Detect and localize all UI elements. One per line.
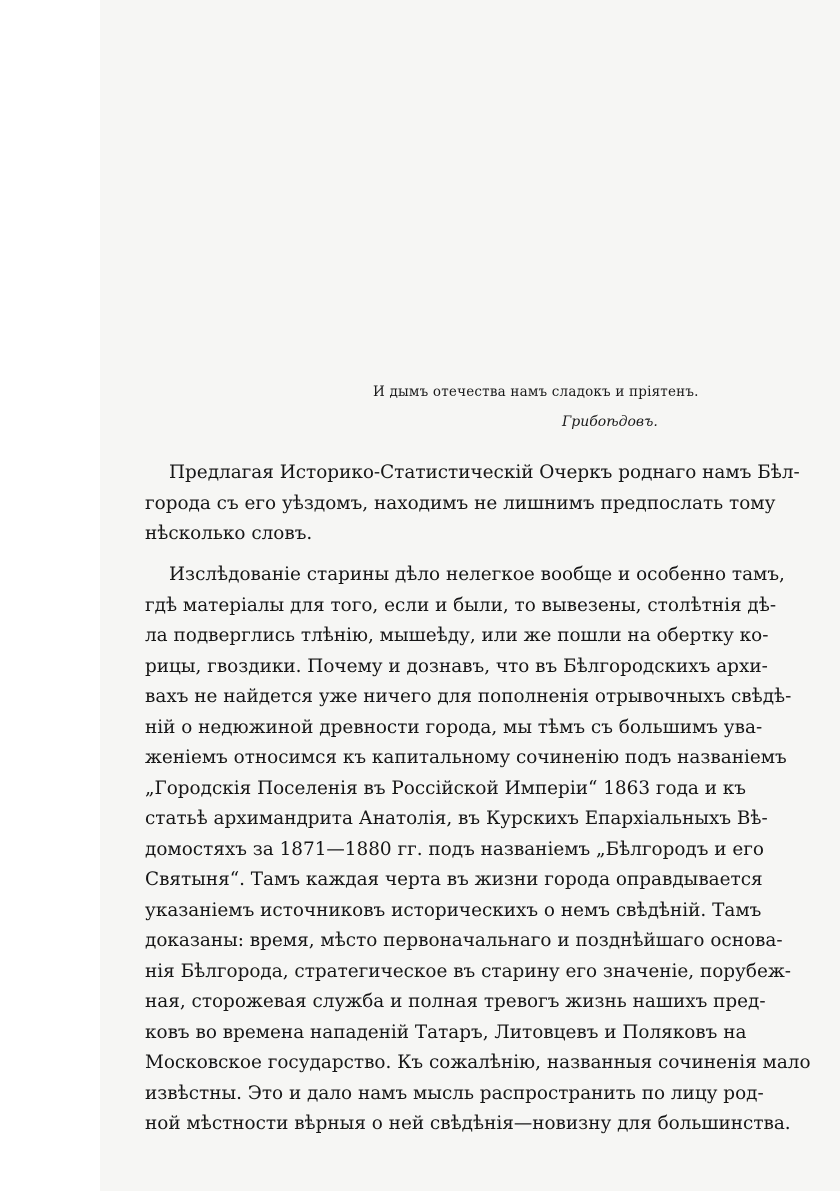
text-line: ной мѣстности вѣрныя о ней свѣдѣнія—новизну для большинства. bbox=[145, 1113, 791, 1134]
text-line: вахъ не найдется уже ничего для пополненія отрывочныхъ свѣдѣ- bbox=[145, 686, 792, 707]
text-line: нѣсколько словъ. bbox=[145, 523, 313, 544]
text-line: ла подверглись тлѣнію, мышеѣду, или же пошли на обертку ко- bbox=[145, 625, 769, 646]
text-line: ковъ во времена нападеній Татаръ, Литовцевъ и Поляковъ на bbox=[145, 1021, 747, 1043]
epigraph-author: Грибоѣдовъ. bbox=[562, 414, 658, 430]
text-line: Предлагая Историко-Статистическій Очеркъ роднаго намъ Бѣл- bbox=[169, 462, 800, 483]
text-line: нія Бѣлгорода, стратегическое въ старину его значеніе, порубеж- bbox=[145, 960, 791, 982]
text-line: „Городскія Поселенія въ Россійской Имперіи“ 1863 года и къ bbox=[145, 777, 747, 799]
paragraph-1 bbox=[145, 458, 800, 550]
text-line: рицы, гвоздики. Почему и дознавъ, что въ Бѣлгородскихъ архи- bbox=[145, 655, 768, 677]
text-line: Святыня“. Тамъ каждая черта въ жизни города оправдывается bbox=[145, 869, 763, 890]
text-line: города съ его уѣздомъ, находимъ не лишнимъ предпослать тому bbox=[145, 492, 776, 514]
text-line: доказаны: время, мѣсто первоначальнаго и позднѣйшаго основа- bbox=[145, 930, 783, 951]
text-line: женіемъ относимся къ капитальному сочиненію подъ названіемъ bbox=[145, 747, 787, 768]
text-line: домостяхъ за 1871—1880 гг. подъ названіемъ „Бѣлгородъ и его bbox=[145, 838, 764, 860]
text-line: гдѣ матеріалы для того, если и были, то вывезены, столѣтнія дѣ- bbox=[145, 594, 777, 616]
text-line: ная, сторожевая служба и полная тревогъ жизнь нашихъ пред- bbox=[145, 991, 766, 1012]
text-line: извѣстны. Это и дало намъ мысль распространить по лицу род- bbox=[145, 1082, 764, 1104]
epigraph-quote: И дымъ отечества намъ сладокъ и пріятенъ. bbox=[373, 384, 699, 400]
text-line: Изслѣдованіе старины дѣло нелегкое вообще и особенно тамъ, bbox=[169, 564, 785, 585]
text-line: указаніемъ источниковъ историческихъ о немъ свѣдѣній. Тамъ bbox=[145, 899, 762, 921]
text-line: Московское государство. Къ сожалѣнію, названныя сочиненія мало bbox=[145, 1052, 811, 1073]
paragraph-2 bbox=[145, 560, 811, 1140]
text-line: статьѣ архимандрита Анатолія, въ Курскихъ Епархіальныхъ Вѣ- bbox=[145, 808, 768, 829]
text-line: ній о недюжиной древности города, мы тѣмъ съ большимъ ува- bbox=[145, 716, 763, 738]
